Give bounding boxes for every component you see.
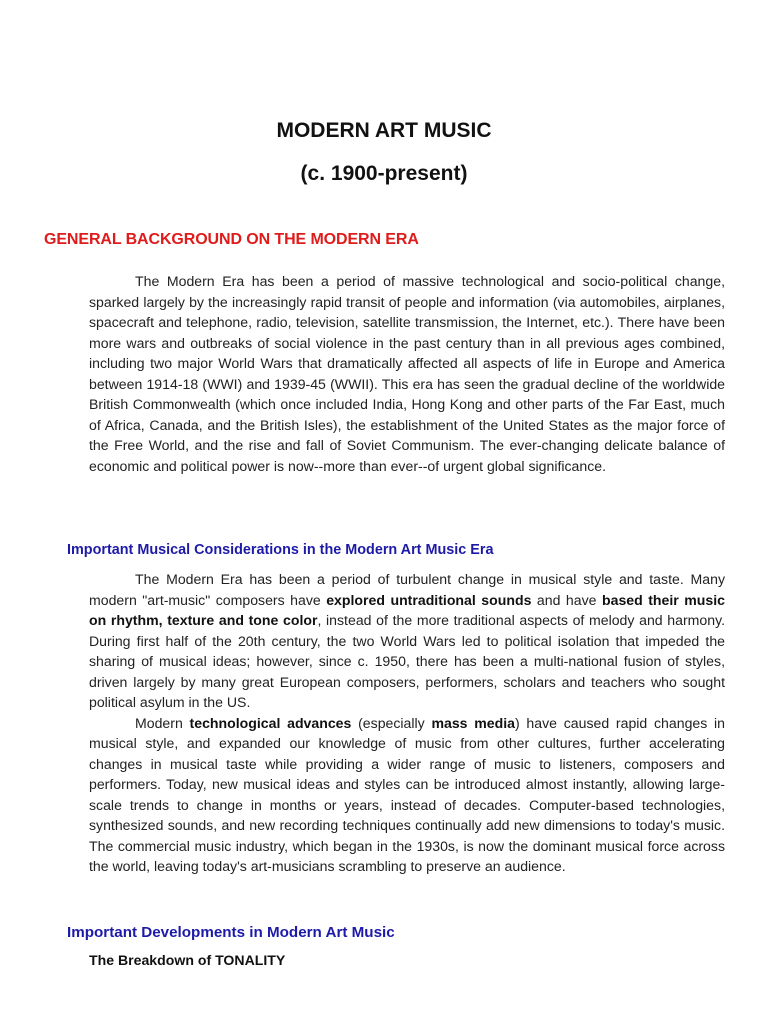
text-run: , instead of the more traditional aspects of melody and harmony. During first half of the 20th century, the two World Wars led to political isolation that impeded the sharing of musical ideas; however, since c. 1950, there has been a multi-national fusion of styles, driven largely by many great European composers, performers, scholars and teachers who sought political asylum in the US. [89, 612, 725, 710]
section-heading-developments: Important Developments in Modern Art Music [67, 924, 395, 941]
text-run: ) have caused rapid changes in musical style, and expanded our knowledge of music from other cultures, further accelerating changes in musical taste while providing a wider range of music to listeners, composers and performers. Today, new musical ideas and styles can be introduced almost instantly, allowing large-scale trends to change in months or years, instead of decades. Computer-based technologies, synthesized sounds, and new recording techniques continually add new dimensions to today's music. The commercial music industry, which began in the 1930s, is now the dominant musical force across the world, leaving today's art-musicians scrambling to preserve an audience. [89, 714, 725, 874]
page-title: MODERN ART MUSIC [276, 119, 492, 142]
text-run: and have [531, 591, 602, 608]
bold-text: based their music on rhythm, texture and tone color [89, 591, 726, 628]
text-run: The Modern Era has been a period of turbulent change in musical style and taste. Many modern "art-music" composers have [89, 571, 725, 608]
paragraph-text: The Modern Era has been a period of massive technological and socio-political change, sparked largely by the increasingly rapid transit of people and information (via automobiles, airplanes, spacecraft and telephone, radio, television, satellite transmission, the Internet, etc.). There have been more wars and outbreaks of social violence in the past century than in all previous ages combined, including two major World Wars that dramatically affected all aspects of life in Europe and America between 1914-18 (WWI) and 1939-45 (WWII). This era has seen the gradual decline of the worldwide British Commonwealth (which once included India, Hong Kong and other parts of the Far East, much of Africa, Canada, and the British Isles), the establishment of the United States as the major force of the Free World, and the rise and fall of Soviet Communism. The ever-changing delicate balance of economic and political power is now--more than ever--of urgent global significance. [89, 273, 725, 474]
text-run: (especially [351, 714, 432, 731]
section-heading-musical-considerations: Important Musical Considerations in the Modern Art Music Era [67, 542, 494, 558]
bold-text: explored untraditional sounds [326, 591, 532, 608]
paragraph-musical-considerations [89, 569, 725, 877]
text-run: Modern [135, 714, 190, 731]
subheading-tonality: The Breakdown of TONALITY [89, 952, 286, 968]
page-subtitle: (c. 1900-present) [300, 162, 468, 185]
bold-text: mass media [431, 714, 515, 731]
section-heading-general-background: GENERAL BACKGROUND ON THE MODERN ERA [44, 231, 419, 248]
bold-text: technological advances [189, 714, 352, 731]
paragraph-general-background [89, 271, 725, 476]
